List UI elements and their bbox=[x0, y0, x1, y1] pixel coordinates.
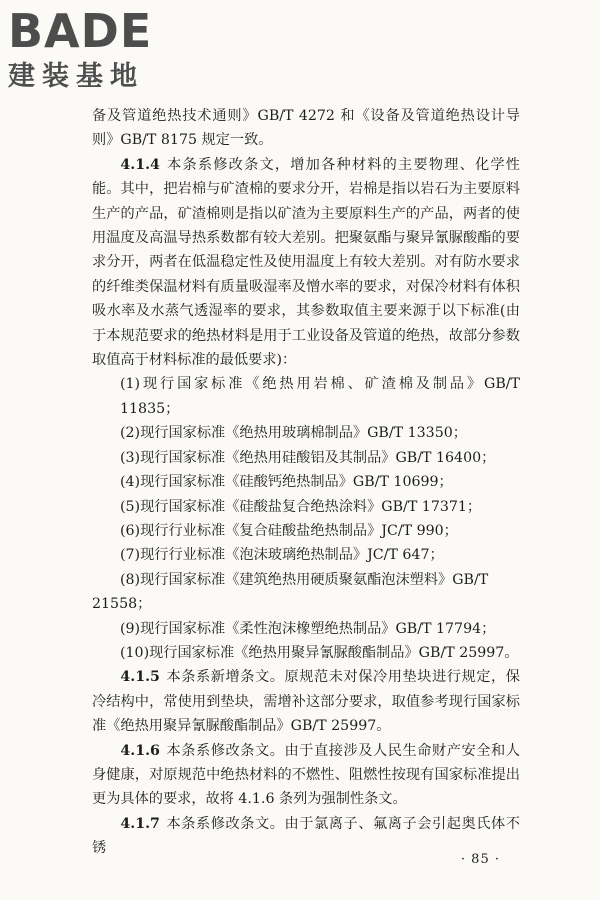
logo-mark: BADE bbox=[8, 4, 153, 58]
watermark-logo bbox=[8, 6, 180, 94]
clause-4-1-5 bbox=[92, 665, 520, 738]
list-item: (9)现行国家标准《柔性泡沫橡塑绝热制品》GB/T 17794； bbox=[120, 620, 496, 637]
clause-text: 本条系新增条文。原规范未对保冷用垫块进行规定，保冷结构中，常使用到垫块，需增补这部分要求，取值参考现行国家标准《绝热用聚异氰脲酸酯制品》GB/T 25997。 bbox=[92, 669, 520, 735]
clause-text: 本条系修改条文。由于氯离子、氟离子会引起奥氏体不锈 bbox=[92, 815, 520, 857]
clause-number: 4.1.5 bbox=[120, 669, 160, 686]
list-item: (8)现行国家标准《建筑绝热用硬质聚氨酯泡沫塑料》GB/T bbox=[120, 571, 489, 588]
clause-number: 4.1.4 bbox=[120, 156, 160, 173]
clause-number: 4.1.6 bbox=[120, 742, 160, 759]
list-item: (4)现行国家标准《硅酸钙绝热制品》GB/T 10699； bbox=[120, 474, 453, 491]
list-item: (3)现行国家标准《绝热用硅酸铝及其制品》GB/T 16400； bbox=[120, 449, 496, 466]
clause-4-1-6 bbox=[92, 739, 520, 812]
list-item-continued: 21558； bbox=[92, 596, 152, 613]
clause-number: 4.1.7 bbox=[120, 815, 160, 832]
list-item: (10)现行国家标准《绝热用聚异氰脲酸酯制品》GB/T 25997。 bbox=[120, 644, 519, 661]
clause-4-1-7 bbox=[92, 812, 520, 861]
list-item: (2)现行国家标准《绝热用玻璃棉制品》GB/T 13350； bbox=[120, 425, 467, 442]
clause-text: 本条系修改条文，增加各种材料的主要物理、化学性能。其中，把岩棉与矿渣棉的要求分开，岩棉是指以岩石为主要原料生产的产品，矿渣棉则是指以矿渣为主要原料生产的产品，两者的使用温度及高温导热系数都有较大差别。把聚氨酯与聚异氰脲酸酯的要求分开，两者在低温稳定性及使用温度上有较大差别。对有防水要求的纤维类保温材料有质量吸湿率及憎水率的要求，对保冷材料有体积吸水率及水蒸气透湿率的要求，其参数取值主要来源于以下标准(由于本规范要求的绝热材料是用于工业设备及管道的绝热，故部分参数取值高于材料标准的最低要求)： bbox=[92, 156, 520, 369]
list-item: (6)现行行业标准《复合硅酸盐绝热制品》JC/T 990； bbox=[120, 522, 458, 539]
clause-text: 本条系修改条文。由于直接涉及人民生命财产安全和人身健康，对原规范中绝热材料的不燃性、阻燃性按现有国家标准提出更为具体的要求，故将 4.1.6 条列为强制性条文。 bbox=[92, 742, 520, 808]
paragraph-continued: 备及管道绝热技术通则》GB/T 4272 和《设备及管道绝热设计导则》GB/T 8175 规定一致。 bbox=[92, 108, 520, 149]
clause-4-1-4 bbox=[92, 153, 520, 373]
list-item: (7)现行行业标准《泡沫玻璃绝热制品》JC/T 647； bbox=[120, 547, 444, 564]
page-number: · 85 · bbox=[460, 852, 500, 867]
logo-subtitle: 建装基地 bbox=[8, 61, 144, 92]
page-body bbox=[92, 104, 520, 861]
list-item: (1)现行国家标准《绝热用岩棉、矿渣棉及制品》GB/T 11835； bbox=[120, 376, 520, 417]
list-item: (5)现行国家标准《硅酸盐复合绝热涂料》GB/T 17371； bbox=[120, 498, 482, 515]
